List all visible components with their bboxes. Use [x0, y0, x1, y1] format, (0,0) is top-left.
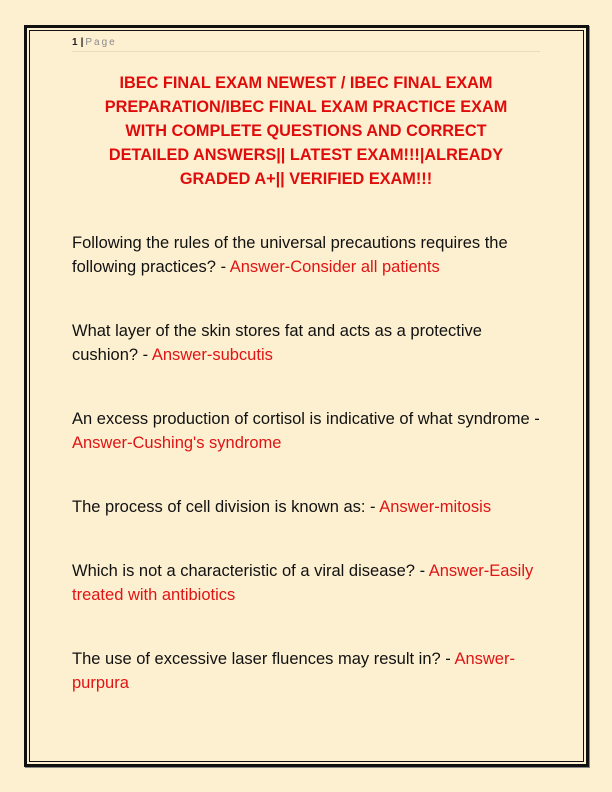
- qa-item: [72, 559, 542, 607]
- title-line: PREPARATION/IBEC FINAL EXAM PRACTICE EXAM: [104, 98, 508, 116]
- answer-text: Answer-purpura: [72, 650, 515, 692]
- question-text: What layer of the skin stores fat and acts as a protective cushion? -: [72, 322, 482, 364]
- question-text: An excess production of cortisol is indicative of what syndrome -: [72, 410, 540, 428]
- document-title: [66, 71, 546, 191]
- answer-text: Answer-subcutis: [151, 346, 273, 364]
- page-label: Page: [85, 37, 117, 48]
- question-text: The process of cell division is known as: -: [72, 498, 380, 516]
- qa-item: [72, 319, 542, 367]
- title-line: DETAILED ANSWERS|| LATEST EXAM!!!|ALREADY: [108, 146, 504, 164]
- answer-text: Answer-Cushing's syndrome: [72, 434, 282, 452]
- qa-item: [72, 647, 542, 695]
- question-text: The use of excessive laser fluences may result in? -: [72, 650, 455, 668]
- header-separator: |: [80, 37, 84, 48]
- qa-item: [72, 407, 542, 455]
- qa-item: [72, 231, 542, 279]
- title-line: IBEC FINAL EXAM NEWEST / IBEC FINAL EXAM: [119, 74, 493, 92]
- question-text: Which is not a characteristic of a viral disease? -: [72, 562, 429, 580]
- question-text: Following the rules of the universal precautions requires the following practices? -: [72, 234, 508, 276]
- answer-text: Answer-Easily treated with antibiotics: [72, 562, 534, 604]
- answer-text: Answer-mitosis: [379, 498, 492, 516]
- title-line: WITH COMPLETE QUESTIONS AND CORRECT: [125, 122, 487, 140]
- page-number: 1: [72, 37, 78, 48]
- answer-text: Answer-Consider all patients: [229, 258, 440, 276]
- page-header: [72, 37, 540, 52]
- qa-item: [72, 495, 542, 519]
- title-line: GRADED A+|| VERIFIED EXAM!!!: [179, 170, 433, 188]
